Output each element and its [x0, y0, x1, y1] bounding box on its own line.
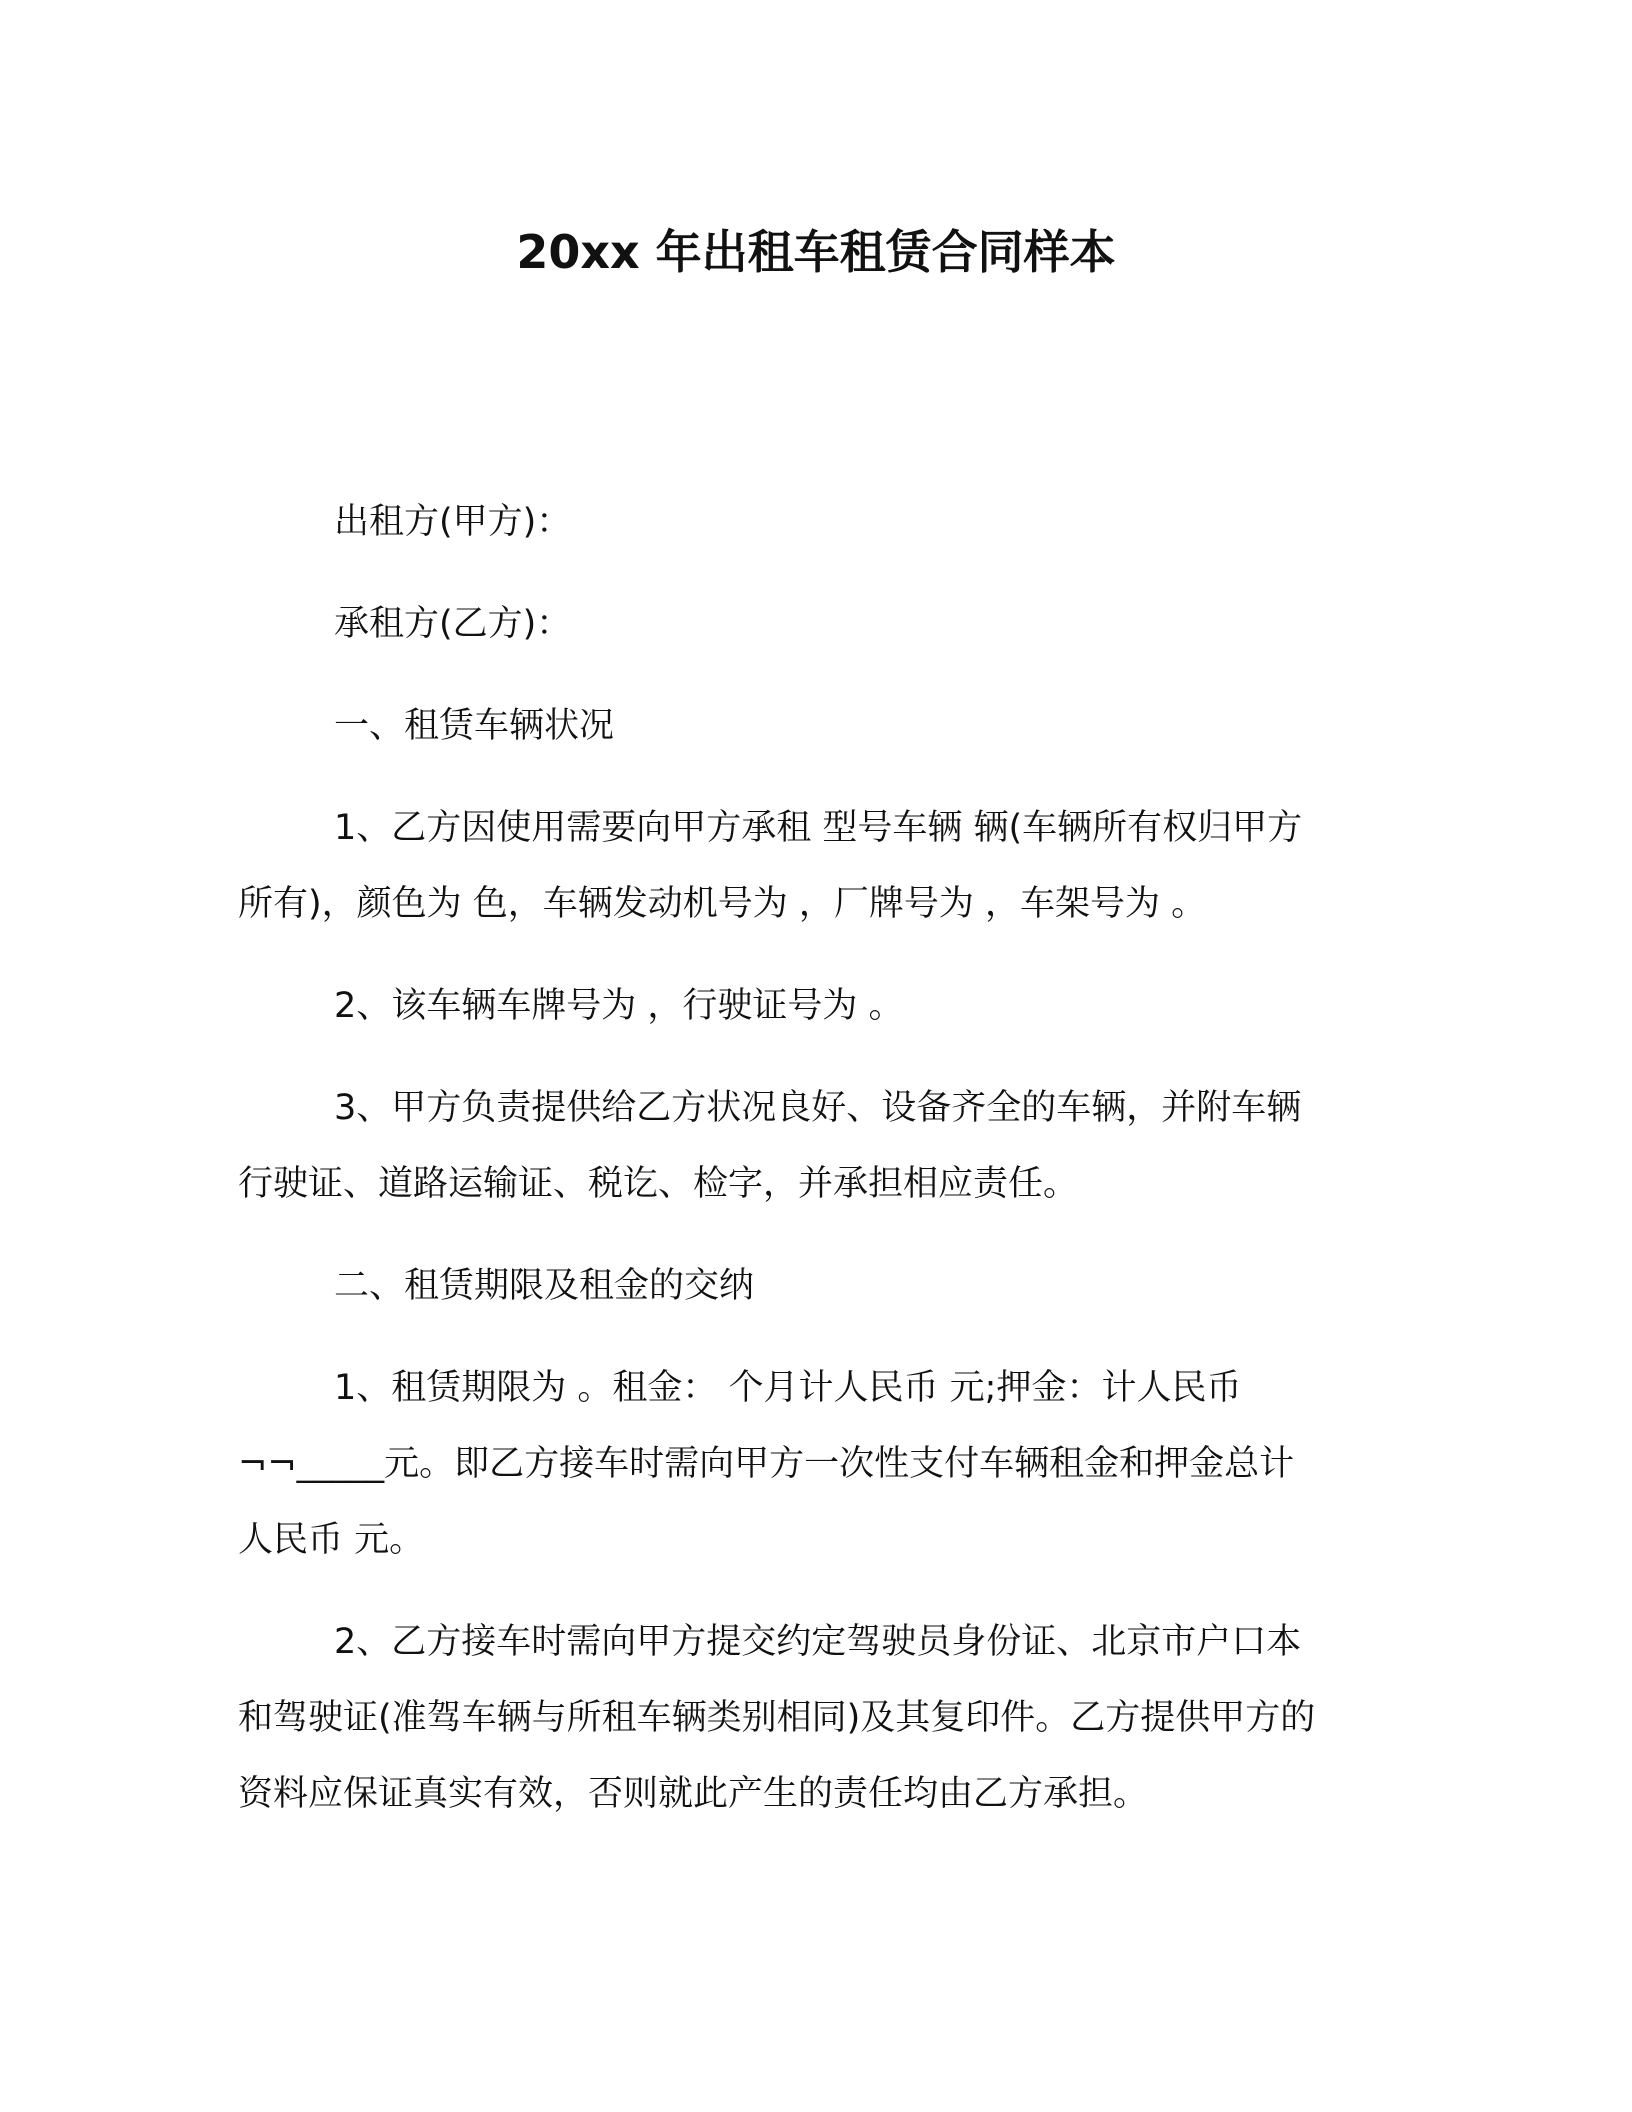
paragraph-line: ¬¬_____元。即乙方接车时需向甲方一次性支付车辆租金和押金总计	[238, 1444, 1295, 1484]
paragraph-line: 1、租赁期限为 。租金： 个月计人民币 元;押金：计人民币	[334, 1368, 1242, 1408]
paragraph-line: 2、乙方接车时需向甲方提交约定驾驶员身份证、北京市户口本	[334, 1622, 1302, 1662]
paragraph-line: 行驶证、道路运输证、税讫、检字，并承担相应责任。	[238, 1164, 1079, 1204]
paragraph-line: 3、甲方负责提供给乙方状况良好、设备齐全的车辆，并附车辆	[334, 1088, 1302, 1128]
paragraph-line: 所有)，颜色为 色，车辆发动机号为 ，厂牌号为 ，车架号为 。	[238, 884, 1207, 924]
paragraph-line: 1、乙方因使用需要向甲方承租 型号车辆 辆(车辆所有权归甲方	[334, 808, 1303, 848]
paragraph-line: 2、该车辆车牌号为 ，行驶证号为 。	[334, 986, 904, 1026]
lessor-line: 出租方(甲方)：	[334, 502, 572, 542]
paragraph-line: 人民币 元。	[238, 1520, 425, 1560]
lessee-line: 承租方(乙方)：	[334, 604, 572, 644]
section-heading-vehicle: 一、租赁车辆状况	[334, 706, 615, 746]
paragraph-line: 资料应保证真实有效，否则就此产生的责任均由乙方承担。	[238, 1774, 1149, 1814]
section-heading-rent: 二、租赁期限及租金的交纳	[334, 1266, 755, 1306]
document-title: 20xx 年出租车租赁合同样本	[516, 225, 1116, 279]
paragraph-line: 和驾驶证(准驾车辆与所租车辆类别相同)及其复印件。乙方提供甲方的	[238, 1698, 1316, 1738]
